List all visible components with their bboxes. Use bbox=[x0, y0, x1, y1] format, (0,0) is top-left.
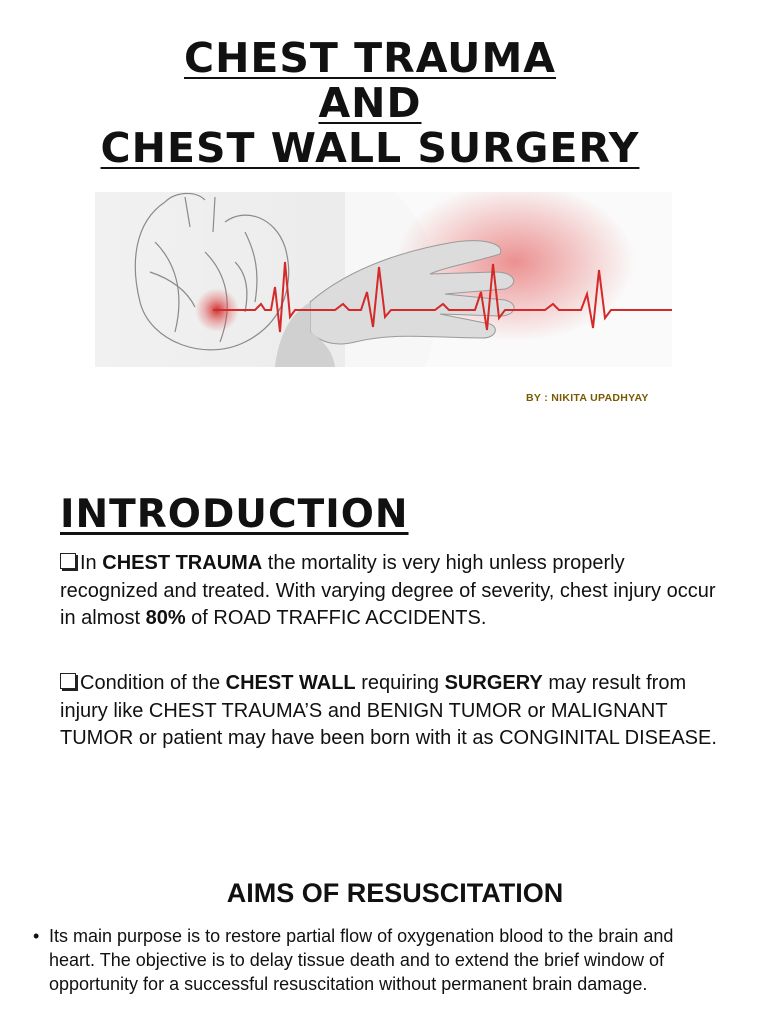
intro-paragraph-1 bbox=[60, 550, 720, 633]
author-byline: BY : NIKITA UPADHYAY bbox=[526, 392, 649, 404]
aims-slide bbox=[0, 840, 768, 1024]
p1-bold-2: 80% bbox=[145, 607, 186, 629]
checkbox-bullet-icon bbox=[60, 673, 76, 689]
p1-text-3: of ROAD TRAFFIC ACCIDENTS. bbox=[185, 607, 487, 629]
title-line-3: CHEST WALL SURGERY bbox=[100, 124, 640, 172]
p2-text-2: requiring bbox=[355, 672, 445, 694]
p1-text-2: the mortality is very high unless properly recognized and treated. With varying degree of severity, chest injury occur in almost bbox=[60, 552, 716, 629]
title-line-1: CHEST TRAUMA bbox=[183, 34, 556, 82]
heart-ecg-illustration bbox=[95, 192, 672, 367]
aims-heading: AIMS OF RESUSCITATION bbox=[226, 878, 564, 908]
aims-bullet bbox=[33, 924, 723, 996]
bullet-dot-icon: • bbox=[33, 926, 40, 946]
heart-ecg-graphic bbox=[95, 192, 672, 367]
p2-text-1: Condition of the bbox=[80, 672, 226, 694]
introduction-heading: INTRODUCTION bbox=[60, 492, 409, 537]
aims-bullet-text: Its main purpose is to restore partial flow of oxygenation blood to the brain and heart. The objective is to delay tissue death and to extend the brief window of opportunity for a successful resuscitation without permanent brain damage. bbox=[49, 926, 674, 994]
p2-bold-1: CHEST WALL bbox=[225, 672, 356, 694]
p1-text-1: In bbox=[80, 552, 103, 574]
slide-title bbox=[0, 36, 740, 171]
intro-paragraph-2 bbox=[60, 670, 720, 753]
p2-text-3: may result from injury like CHEST TRAUMA’S and BENIGN TUMOR or MALIGNANT TUMOR or patient may have been born with it as CONGINITAL DISEASE. bbox=[60, 672, 717, 749]
title-slide bbox=[0, 0, 768, 470]
title-line-2: AND bbox=[318, 79, 422, 127]
p2-bold-2: SURGERY bbox=[444, 672, 543, 694]
checkbox-bullet-icon bbox=[60, 553, 76, 569]
introduction-slide bbox=[0, 470, 768, 840]
p1-bold-1: CHEST TRAUMA bbox=[102, 552, 263, 574]
